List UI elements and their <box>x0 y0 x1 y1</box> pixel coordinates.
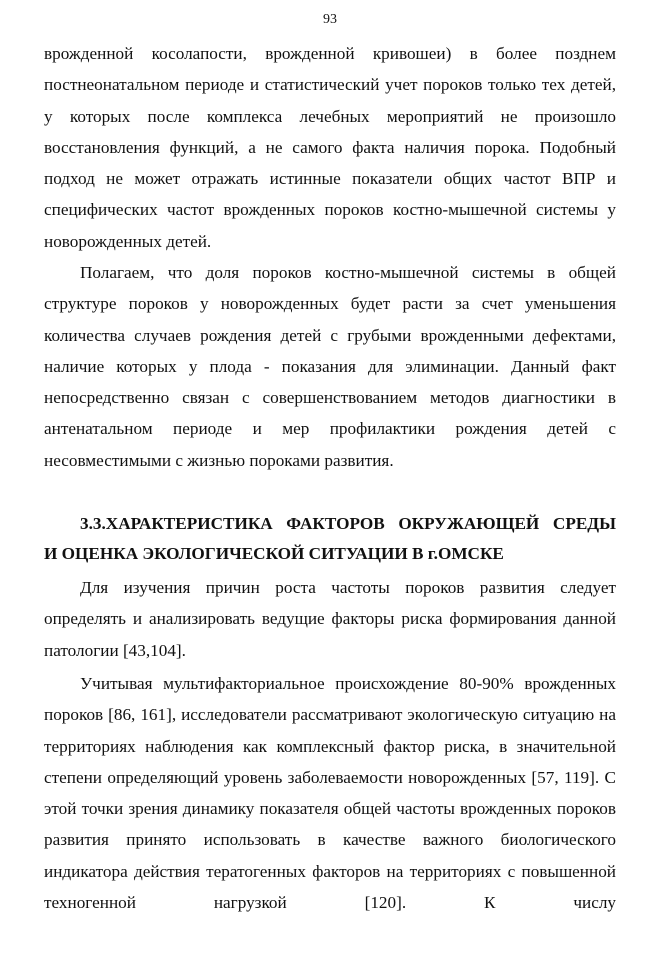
page-number: 93 <box>323 12 337 27</box>
paragraph-musculoskeletal-share: Полагаем, что доля пороков костно-мышечной системы в общей структуре пороков у новорожденных будет расти за счет уменьшения количества случаев рождения детей с грубыми врожденными дефектами, наличие которых у плода - показания для элиминации. Данный факт непосредственно связан с совершенствованием методов диагностики в антенатальном периоде и мер профилактики рождения детей с несовместимыми с жизнью пороками развития. <box>44 263 616 470</box>
section-heading-line-1: 3.3.ХАРАКТЕРИСТИКА ФАКТОРОВ ОКРУЖАЮЩЕЙ СРЕДЫ <box>80 514 616 533</box>
paragraph-multifactorial-origin: Учитывая мультифакториальное происхождение 80-90% врожденных пороков [86, 161], исследователи рассматривают экологическую ситуацию на территориях наблюдения как комплексный фактор риска, в значительной степени определяющий уровень заболеваемости новорожденных [57, 119]. С этой точки зрения динамику показателя общей частоты врожденных пороков развития принято использовать в качестве важного биологического индикатора действия тератогенных факторов на территориях с повышенной техногенной нагрузкой [120]. К числу <box>44 674 616 913</box>
paragraph-continuation: врожденной косолапости, врожденной кривошеи) в более позднем постнеонатальном периоде и статистический учет пороков только тех детей, у которых после комплекса лечебных мероприятий не произошло восстановления функций, а не самого факта наличия порока. Подобный подход не может отражать истинные показатели общих частот ВПР и специфических частот врожденных пороков костно-мышечной системы у новорожденных детей. <box>44 44 616 251</box>
section-heading-line-2: И ОЦЕНКА ЭКОЛОГИЧЕСКОЙ СИТУАЦИИ В г.ОМСКЕ <box>44 544 504 563</box>
paragraph-risk-factors: Для изучения причин роста частоты пороков развития следует определять и анализировать ведущие факторы риска формирования данной патологии [43,104]. <box>44 578 616 660</box>
section-heading <box>44 509 616 569</box>
